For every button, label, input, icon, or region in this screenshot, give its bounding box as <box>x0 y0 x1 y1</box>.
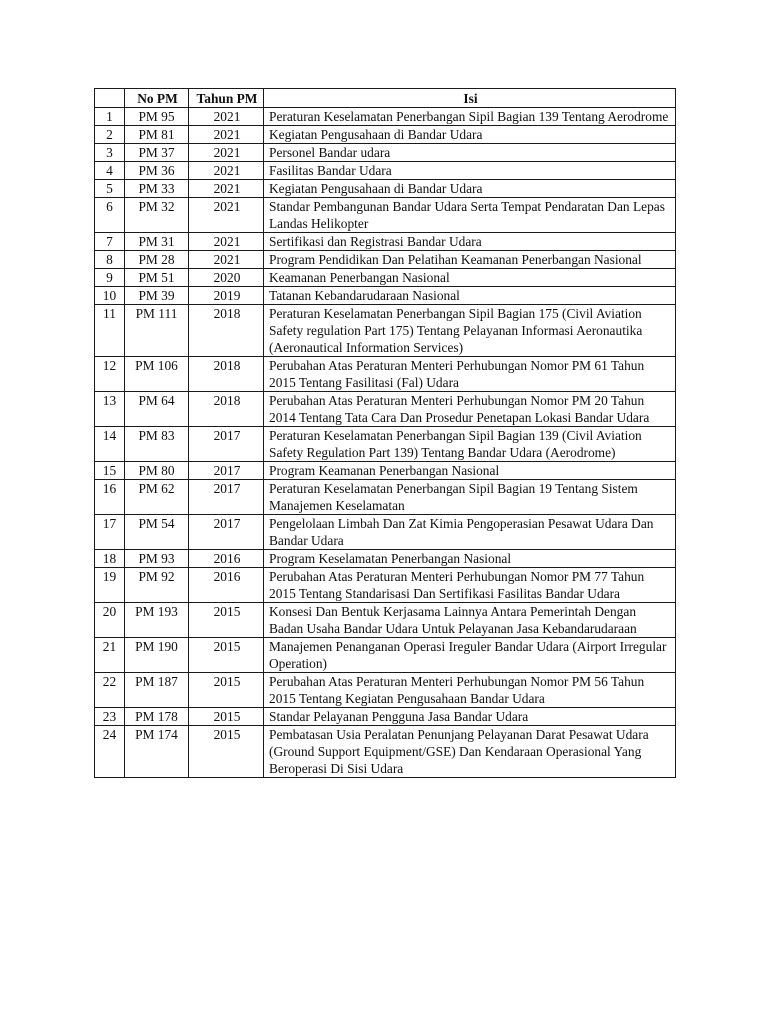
row-number-cell: 4 <box>95 162 125 180</box>
table-row <box>95 251 676 269</box>
table-row <box>95 726 676 778</box>
year-cell: 2015 <box>189 603 264 638</box>
year-cell: 2021 <box>189 108 264 126</box>
content-cell: Perubahan Atas Peraturan Menteri Perhubungan Nomor PM 61 Tahun 2015 Tentang Fasilitasi (Fal) Udara <box>264 357 676 392</box>
year-cell: 2018 <box>189 305 264 357</box>
year-cell: 2018 <box>189 392 264 427</box>
header-index <box>95 89 125 108</box>
table-row <box>95 144 676 162</box>
header-pm-number: No PM <box>125 89 189 108</box>
content-cell: Program Keselamatan Penerbangan Nasional <box>264 550 676 568</box>
table-row <box>95 603 676 638</box>
content-cell: Program Keamanan Penerbangan Nasional <box>264 462 676 480</box>
pm-number-cell: PM 106 <box>125 357 189 392</box>
year-cell: 2016 <box>189 550 264 568</box>
row-number-cell: 23 <box>95 708 125 726</box>
table-row <box>95 305 676 357</box>
row-number-cell: 17 <box>95 515 125 550</box>
row-number-cell: 22 <box>95 673 125 708</box>
table-row <box>95 480 676 515</box>
table-row <box>95 126 676 144</box>
row-number-cell: 10 <box>95 287 125 305</box>
year-cell: 2016 <box>189 568 264 603</box>
pm-number-cell: PM 62 <box>125 480 189 515</box>
pm-number-cell: PM 36 <box>125 162 189 180</box>
pm-number-cell: PM 95 <box>125 108 189 126</box>
regulation-table <box>94 88 676 778</box>
pm-number-cell: PM 81 <box>125 126 189 144</box>
pm-number-cell: PM 93 <box>125 550 189 568</box>
pm-number-cell: PM 92 <box>125 568 189 603</box>
table-row <box>95 673 676 708</box>
pm-number-cell: PM 83 <box>125 427 189 462</box>
content-cell: Keamanan Penerbangan Nasional <box>264 269 676 287</box>
row-number-cell: 6 <box>95 198 125 233</box>
row-number-cell: 14 <box>95 427 125 462</box>
content-cell: Perubahan Atas Peraturan Menteri Perhubungan Nomor PM 20 Tahun 2014 Tentang Tata Cara Dan Prosedur Penetapan Lokasi Bandar Udara <box>264 392 676 427</box>
year-cell: 2015 <box>189 673 264 708</box>
year-cell: 2017 <box>189 515 264 550</box>
year-cell: 2019 <box>189 287 264 305</box>
table-row <box>95 568 676 603</box>
year-cell: 2017 <box>189 480 264 515</box>
row-number-cell: 24 <box>95 726 125 778</box>
content-cell: Personel Bandar udara <box>264 144 676 162</box>
year-cell: 2018 <box>189 357 264 392</box>
table-row <box>95 550 676 568</box>
pm-number-cell: PM 33 <box>125 180 189 198</box>
pm-number-cell: PM 51 <box>125 269 189 287</box>
year-cell: 2017 <box>189 427 264 462</box>
content-cell: Kegiatan Pengusahaan di Bandar Udara <box>264 126 676 144</box>
year-cell: 2021 <box>189 162 264 180</box>
pm-number-cell: PM 28 <box>125 251 189 269</box>
year-cell: 2015 <box>189 708 264 726</box>
row-number-cell: 8 <box>95 251 125 269</box>
content-cell: Peraturan Keselamatan Penerbangan Sipil Bagian 139 (Civil Aviation Safety Regulation Part 139) Tentang Bandar Udara (Aerodrome) <box>264 427 676 462</box>
row-number-cell: 15 <box>95 462 125 480</box>
content-cell: Standar Pelayanan Pengguna Jasa Bandar Udara <box>264 708 676 726</box>
content-cell: Standar Pembangunan Bandar Udara Serta Tempat Pendaratan Dan Lepas Landas Helikopter <box>264 198 676 233</box>
pm-number-cell: PM 37 <box>125 144 189 162</box>
content-cell: Perubahan Atas Peraturan Menteri Perhubungan Nomor PM 56 Tahun 2015 Tentang Kegiatan Pengusahaan Bandar Udara <box>264 673 676 708</box>
row-number-cell: 16 <box>95 480 125 515</box>
table-row <box>95 287 676 305</box>
row-number-cell: 1 <box>95 108 125 126</box>
row-number-cell: 20 <box>95 603 125 638</box>
row-number-cell: 11 <box>95 305 125 357</box>
year-cell: 2015 <box>189 638 264 673</box>
pm-number-cell: PM 174 <box>125 726 189 778</box>
table-row <box>95 269 676 287</box>
year-cell: 2017 <box>189 462 264 480</box>
pm-number-cell: PM 193 <box>125 603 189 638</box>
year-cell: 2015 <box>189 726 264 778</box>
row-number-cell: 13 <box>95 392 125 427</box>
pm-number-cell: PM 54 <box>125 515 189 550</box>
content-cell: Peraturan Keselamatan Penerbangan Sipil Bagian 139 Tentang Aerodrome <box>264 108 676 126</box>
pm-number-cell: PM 80 <box>125 462 189 480</box>
content-cell: Pembatasan Usia Peralatan Penunjang Pelayanan Darat Pesawat Udara (Ground Support Equipment/GSE) Dan Kendaraan Operasional Yang Beroperasi Di Sisi Udara <box>264 726 676 778</box>
table-row <box>95 462 676 480</box>
table-row <box>95 515 676 550</box>
pm-number-cell: PM 31 <box>125 233 189 251</box>
table-row <box>95 198 676 233</box>
row-number-cell: 9 <box>95 269 125 287</box>
table-row <box>95 708 676 726</box>
table-row <box>95 392 676 427</box>
content-cell: Pengelolaan Limbah Dan Zat Kimia Pengoperasian Pesawat Udara Dan Bandar Udara <box>264 515 676 550</box>
table-row <box>95 180 676 198</box>
table-row <box>95 233 676 251</box>
content-cell: Konsesi Dan Bentuk Kerjasama Lainnya Antara Pemerintah Dengan Badan Usaha Bandar Udara Untuk Pelayanan Jasa Kebandarudaraan <box>264 603 676 638</box>
year-cell: 2021 <box>189 251 264 269</box>
year-cell: 2020 <box>189 269 264 287</box>
row-number-cell: 18 <box>95 550 125 568</box>
row-number-cell: 3 <box>95 144 125 162</box>
header-year: Tahun PM <box>189 89 264 108</box>
pm-number-cell: PM 190 <box>125 638 189 673</box>
row-number-cell: 7 <box>95 233 125 251</box>
content-cell: Kegiatan Pengusahaan di Bandar Udara <box>264 180 676 198</box>
table-row <box>95 427 676 462</box>
year-cell: 2021 <box>189 180 264 198</box>
row-number-cell: 12 <box>95 357 125 392</box>
pm-number-cell: PM 64 <box>125 392 189 427</box>
pm-number-cell: PM 111 <box>125 305 189 357</box>
year-cell: 2021 <box>189 144 264 162</box>
content-cell: Fasilitas Bandar Udara <box>264 162 676 180</box>
content-cell: Program Pendidikan Dan Pelatihan Keamanan Penerbangan Nasional <box>264 251 676 269</box>
table-row <box>95 638 676 673</box>
pm-number-cell: PM 178 <box>125 708 189 726</box>
row-number-cell: 5 <box>95 180 125 198</box>
pm-number-cell: PM 32 <box>125 198 189 233</box>
content-cell: Manajemen Penanganan Operasi Ireguler Bandar Udara (Airport Irregular Operation) <box>264 638 676 673</box>
table-row <box>95 162 676 180</box>
table-row <box>95 357 676 392</box>
row-number-cell: 21 <box>95 638 125 673</box>
table-header-row <box>95 89 676 108</box>
year-cell: 2021 <box>189 198 264 233</box>
table-row <box>95 108 676 126</box>
content-cell: Peraturan Keselamatan Penerbangan Sipil Bagian 19 Tentang Sistem Manajemen Keselamatan <box>264 480 676 515</box>
table-body <box>95 108 676 778</box>
year-cell: 2021 <box>189 126 264 144</box>
content-cell: Peraturan Keselamatan Penerbangan Sipil Bagian 175 (Civil Aviation Safety regulation Part 175) Tentang Pelayanan Informasi Aeronautika (Aeronautical Information Services) <box>264 305 676 357</box>
content-cell: Tatanan Kebandarudaraan Nasional <box>264 287 676 305</box>
content-cell: Perubahan Atas Peraturan Menteri Perhubungan Nomor PM 77 Tahun 2015 Tentang Standarisasi Dan Sertifikasi Fasilitas Bandar Udara <box>264 568 676 603</box>
pm-number-cell: PM 39 <box>125 287 189 305</box>
header-content: Isi <box>264 89 676 108</box>
row-number-cell: 2 <box>95 126 125 144</box>
row-number-cell: 19 <box>95 568 125 603</box>
pm-number-cell: PM 187 <box>125 673 189 708</box>
content-cell: Sertifikasi dan Registrasi Bandar Udara <box>264 233 676 251</box>
year-cell: 2021 <box>189 233 264 251</box>
